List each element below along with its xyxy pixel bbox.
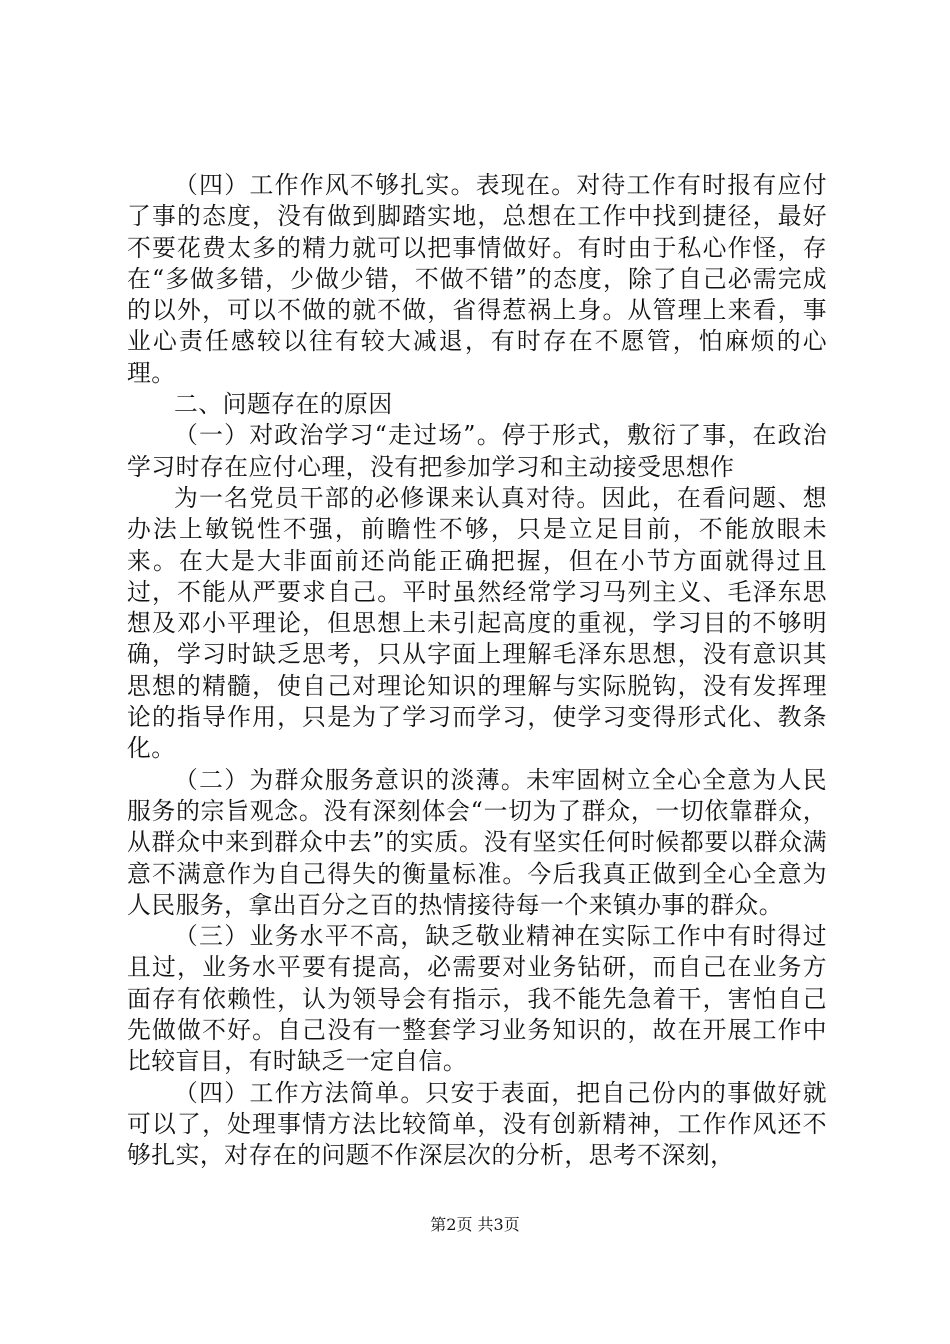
page-footer: 第2页 共3页 bbox=[430, 1215, 520, 1234]
paragraph-work-method: （四）工作方法简单。只安于表面，把自己份内的事做好就可以了，处理事情方法比较简单，没有创新精神，工作作风还不够扎实，对存在的问题不作深层次的分析，思考不深刻， bbox=[127, 1078, 827, 1170]
document-body bbox=[127, 170, 827, 1172]
paragraph-political-study-continued: 为一名党员干部的必修课来认真对待。因此，在看问题、想办法上敏锐性不强，前瞻性不够，只是立足目前，不能放眼未来。在大是大非面前还尚能正确把握，但在小节方面就得过且过，不能从严要求自己。平时虽然经常学习马列主义、毛泽东思想及邓小平理论，但思想上未引起高度的重视，学习目的不够明确，学习时缺乏思考，只从字面上理解毛泽东思想，没有意识其思想的精髓，使自己对理论知识的理解与实际脱钩，没有发挥理论的指导作用，只是为了学习而学习，使学习变得形式化、教条化。 bbox=[127, 483, 827, 763]
section-heading-causes: 二、问题存在的原因 bbox=[174, 390, 393, 419]
paragraph-political-study: （一）对政治学习“走过场”。停于形式，敷衍了事，在政治学习时存在应付心理，没有把参加学习和主动接受思想作 bbox=[127, 421, 827, 481]
paragraph-business-level: （三）业务水平不高，缺乏敬业精神在实际工作中有时得过且过，业务水平要有提高，必需要对业务钻研，而自己在业务方面存有依赖性，认为领导会有指示，我不能先急着干，害怕自己先做做不好。自己没有一整套学习业务知识的，故在开展工作中比较盲目，有时缺乏一定自信。 bbox=[127, 922, 827, 1076]
paragraph-serving-masses: （二）为群众服务意识的淡薄。未牢固树立全心全意为人民服务的宗旨观念。没有深刻体会“一切为了群众，一切依靠群众，从群众中来到群众中去”的实质。没有坚实任何时候都要以群众满意不满意作为自己得失的衡量标准。今后我真正做到全心全意为人民服务，拿出百分之百的热情接待每一个来镇办事的群众。 bbox=[127, 765, 827, 919]
paragraph-work-style: （四）工作作风不够扎实。表现在。对待工作有时报有应付了事的态度，没有做到脚踏实地，总想在工作中找到捷径，最好不要花费太多的精力就可以把事情做好。有时由于私心作怪，存在“多做多错，少做少错，不做不错”的态度，除了自己必需完成的以外，可以不做的就不做，省得惹祸上身。从管理上来看，事业心责任感较以往有较大减退，有时存在不愿管，怕麻烦的心理。 bbox=[127, 171, 827, 387]
